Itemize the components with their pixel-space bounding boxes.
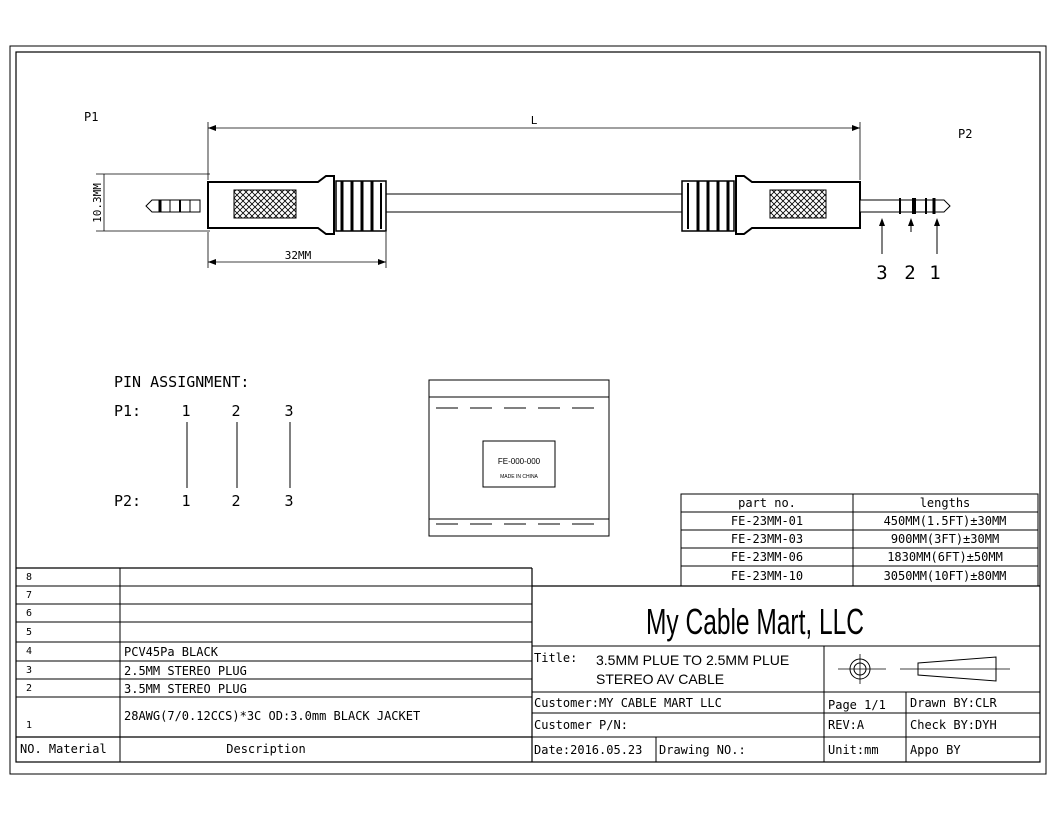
body-length-label: 32MM — [284, 249, 312, 262]
title-line-2: STEREO AV CABLE — [596, 671, 725, 687]
label-origin: MADE IN CHINA — [500, 474, 538, 480]
drawn-by: Drawn BY:CLR — [910, 696, 997, 710]
p1-pin: 1 — [181, 402, 191, 420]
bom-table — [16, 568, 532, 762]
projection-symbol — [838, 654, 1010, 684]
lengths-cell: 3050MM(10FT)±80MM — [883, 569, 1007, 583]
pin-p2-label: P2: — [114, 492, 142, 510]
bom-no: 1 — [26, 720, 33, 731]
lengths-cell: 1830MM(6FT)±50MM — [887, 550, 1003, 564]
pin-number-1: 1 — [929, 262, 941, 284]
p1-pin: 3 — [284, 402, 294, 420]
company-name: My Cable Mart, LLC — [646, 601, 864, 642]
bom-no: 6 — [26, 608, 33, 619]
appo-by: Appo BY — [910, 743, 961, 757]
customer: Customer:MY CABLE MART LLC — [534, 696, 722, 710]
diameter-label: 10.3MM — [91, 183, 104, 223]
date: Date:2016.05.23 — [534, 743, 643, 757]
bom-no: 3 — [26, 665, 33, 676]
lengths-header-length: lengths — [919, 496, 971, 510]
revision: REV:A — [828, 718, 865, 732]
p2-pin: 1 — [181, 492, 191, 510]
p2-pin: 2 — [231, 492, 241, 510]
lengths-cell: FE-23MM-01 — [730, 514, 804, 528]
bom-no: 5 — [26, 627, 33, 638]
lengths-cell: FE-23MM-06 — [730, 550, 804, 564]
p2-label: P2 — [958, 127, 973, 141]
label-part-number: FE-000-000 — [497, 457, 541, 466]
pin-number-2: 2 — [904, 262, 916, 284]
pin-assignment-heading: PIN ASSIGNMENT: — [114, 373, 250, 391]
bom-description: 2.5MM STEREO PLUG — [124, 664, 247, 678]
bom-header-no-material: NO. Material — [20, 742, 107, 756]
bom-no: 8 — [26, 572, 33, 583]
p1-label: P1 — [84, 110, 99, 124]
pin-assignment — [114, 373, 294, 510]
bom-description: 3.5MM STEREO PLUG — [124, 682, 247, 696]
bom-description: PCV45Pa BLACK — [124, 645, 218, 659]
title-block — [532, 586, 1040, 762]
lengths-cell: 900MM(3FT)±30MM — [890, 532, 1000, 546]
bom-header-description: Description — [226, 742, 306, 756]
lengths-cell: FE-23MM-10 — [730, 569, 804, 583]
pin-number-3: 3 — [876, 262, 888, 284]
page-number: Page 1/1 — [828, 698, 886, 712]
drawing-no: Drawing NO.: — [659, 743, 746, 757]
lengths-cell: FE-23MM-03 — [730, 532, 804, 546]
title-line-1: 3.5MM PLUE TO 2.5MM PLUE — [596, 652, 790, 668]
p2-pin: 3 — [284, 492, 294, 510]
lengths-table — [681, 494, 1038, 586]
lengths-header-part: part no. — [738, 496, 796, 510]
check-by: Check BY:DYH — [910, 718, 997, 732]
pin-p1-label: P1: — [114, 402, 142, 420]
bom-no: 7 — [26, 590, 33, 601]
p1-pin: 2 — [231, 402, 241, 420]
unit: Unit:mm — [828, 743, 879, 757]
length-label: L — [530, 114, 538, 127]
cable-assembly — [84, 110, 972, 284]
customer-pn: Customer P/N: — [534, 718, 628, 732]
lengths-cell: 450MM(1.5FT)±30MM — [883, 514, 1007, 528]
label-sleeve — [429, 380, 609, 536]
bom-no: 2 — [26, 683, 33, 694]
title-label: Title: — [534, 651, 578, 665]
bom-description: 28AWG(7/0.12CCS)*3C OD:3.0mm BLACK JACKET — [124, 709, 421, 723]
bom-no: 4 — [26, 646, 33, 657]
